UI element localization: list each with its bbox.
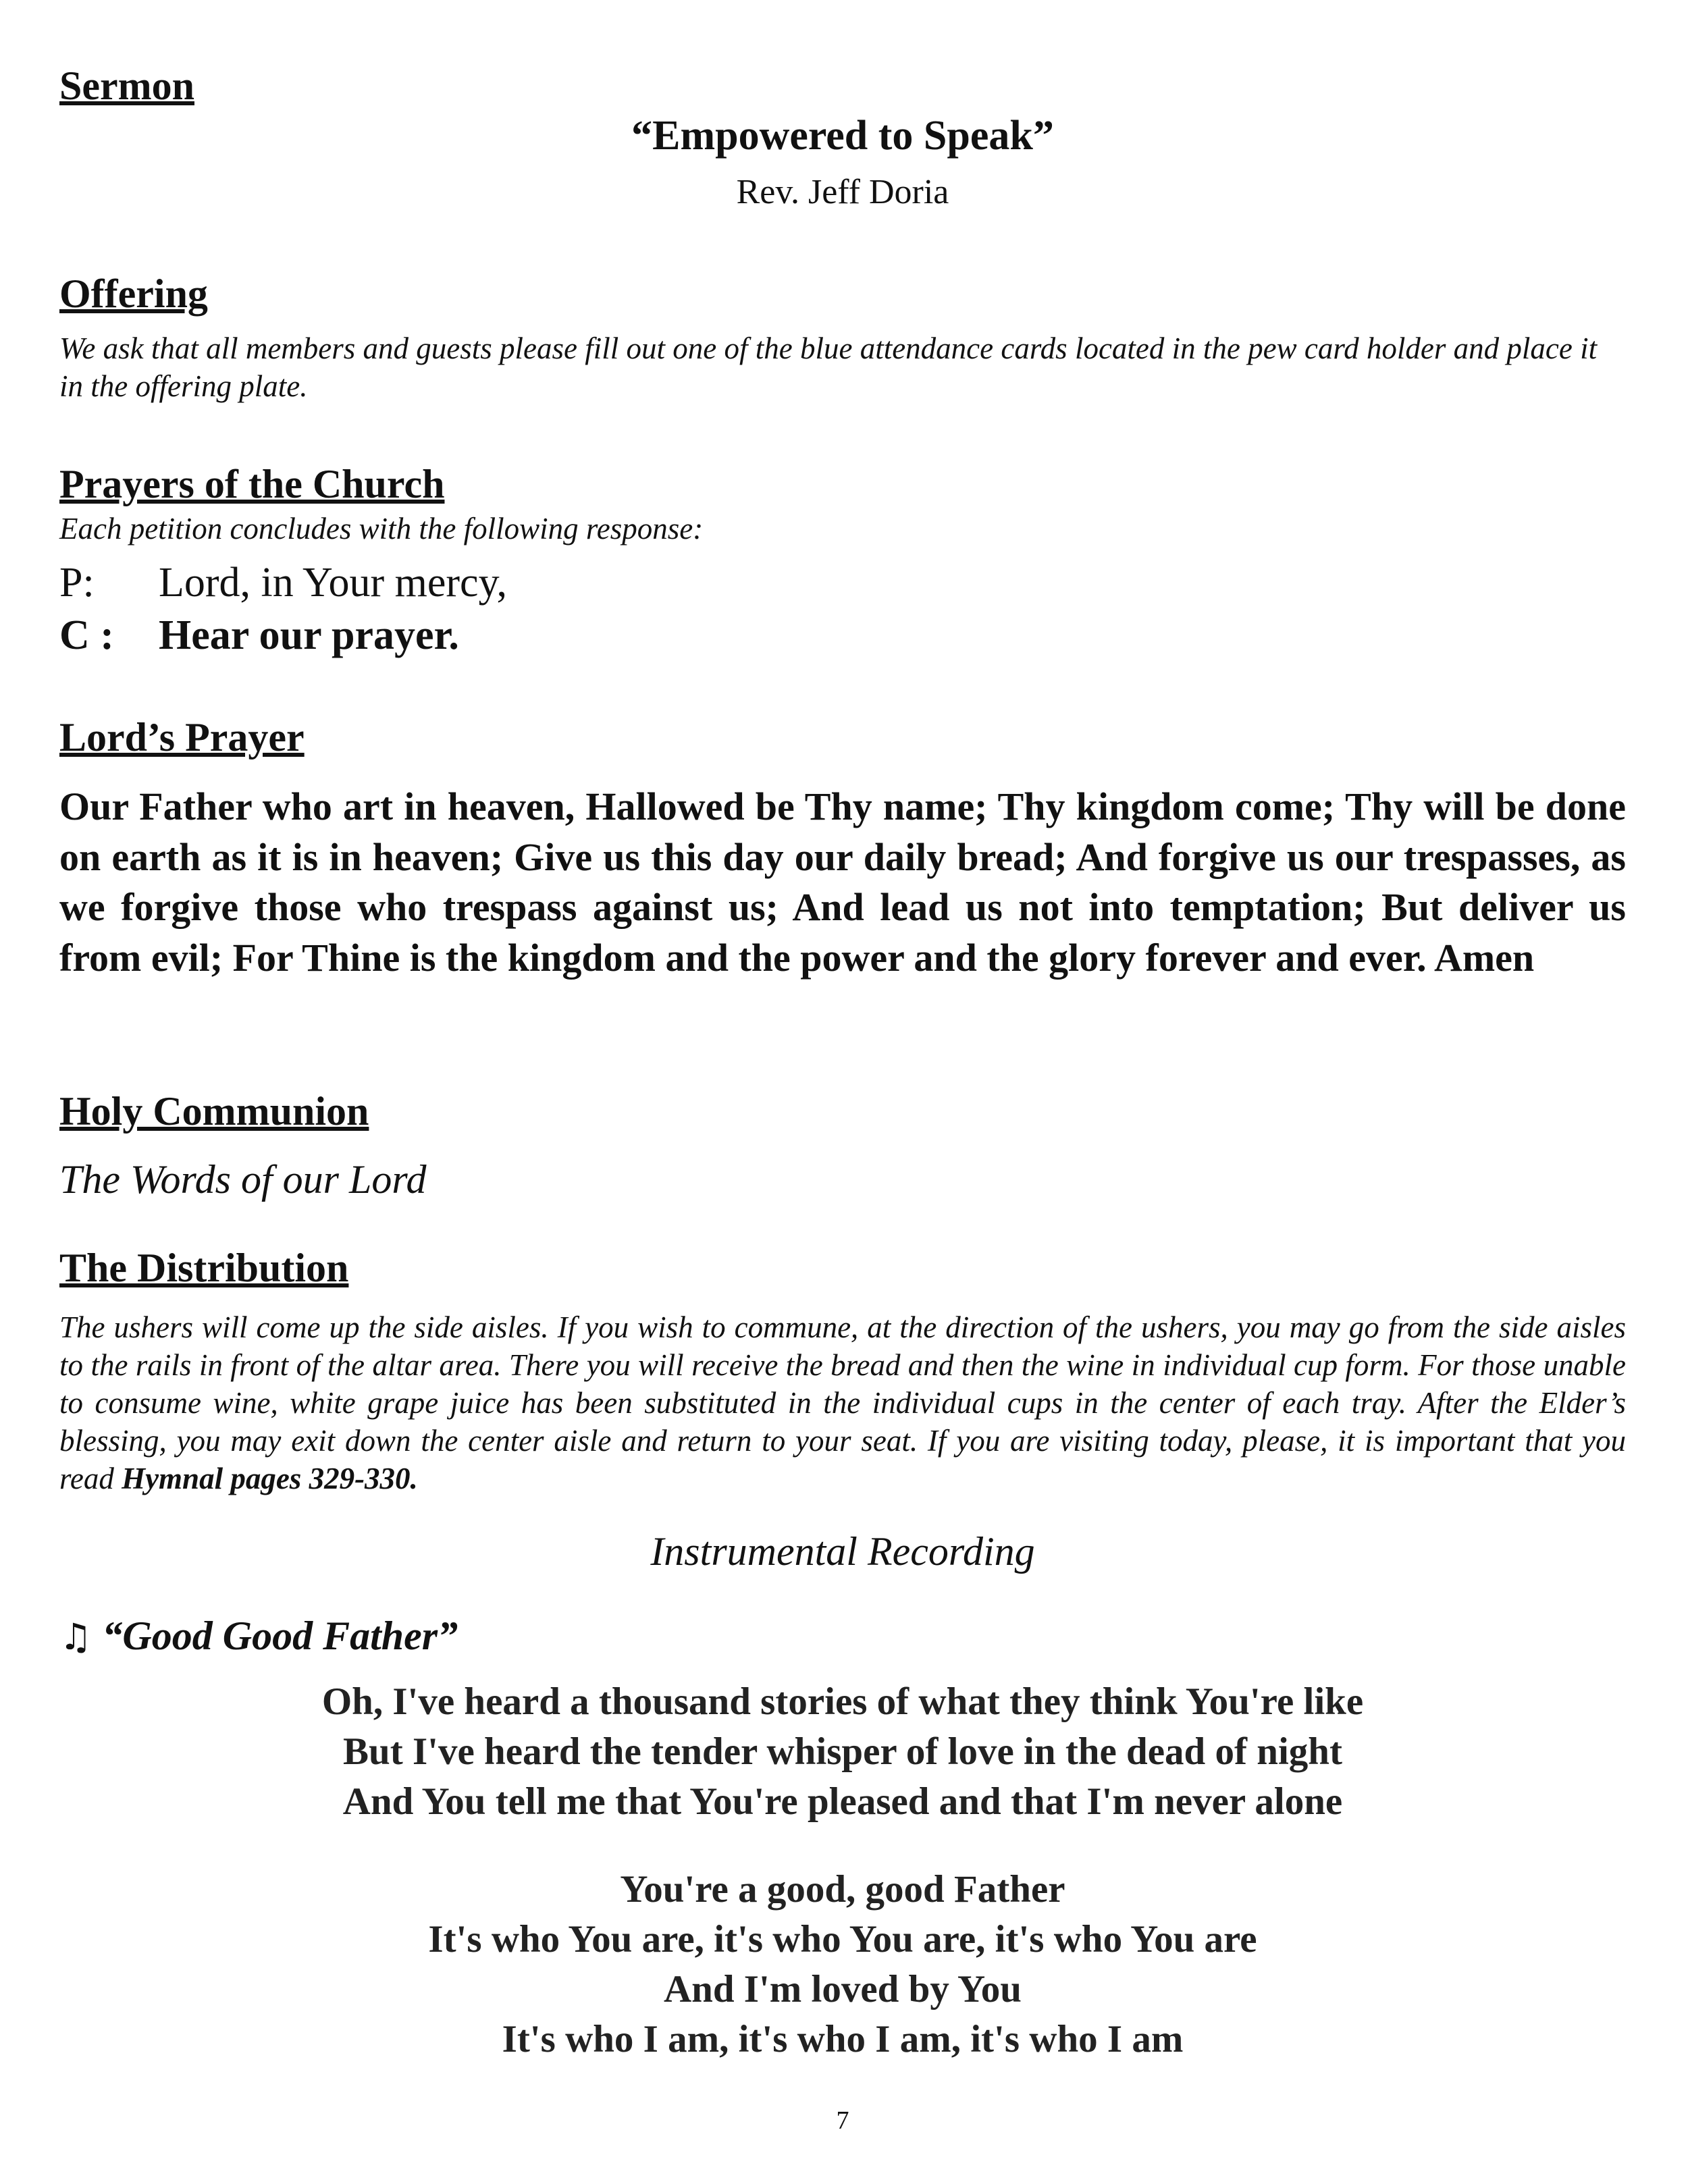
pastor-response (59, 558, 507, 608)
pastor-line: Lord, in Your mercy, (159, 560, 508, 606)
song-chorus (59, 1865, 1626, 2065)
prayers-instruction: Each petition concludes with the following response: (59, 512, 704, 545)
prayers-heading: Prayers of the Church (59, 462, 445, 506)
offering-instruction: We ask that all members and guests please fill out one of the blue attendance cards located in the pew card holder and place it in the offering plate. (59, 331, 1598, 403)
song-verse (59, 1677, 1626, 1827)
communion-heading: Holy Communion (59, 1089, 369, 1134)
distribution-instruction (59, 1308, 1626, 1497)
sermon-title: “Empowered to Speak” (631, 113, 1054, 159)
hymnal-pages-reference: Hymnal pages 329-330. (122, 1462, 418, 1495)
lyric-line: You're a good, good Father (620, 1868, 1065, 1911)
lyric-line: And I'm loved by You (663, 1968, 1022, 2010)
song-title: “Good Good Father” (102, 1614, 458, 1658)
pastor-label: P: (59, 560, 95, 606)
communion-subtitle: The Words of our Lord (59, 1157, 427, 1202)
music-note-icon: ♫ (59, 1616, 93, 1658)
distribution-heading: The Distribution (59, 1246, 349, 1290)
lords-prayer-heading: Lord’s Prayer (59, 715, 305, 760)
sermon-speaker: Rev. Jeff Doria (736, 173, 949, 211)
bulletin-page (59, 0, 1626, 2184)
lyric-line: But I've heard the tender whisper of love in the dead of night (343, 1730, 1342, 1773)
congregation-label: C : (59, 612, 114, 658)
lyric-line: It's who I am, it's who I am, it's who I am (502, 2018, 1184, 2060)
lyric-line: Oh, I've heard a thousand stories of what they think You're like (321, 1680, 1364, 1723)
congregation-response (59, 610, 459, 660)
lyric-line: And You tell me that You're pleased and that I'm never alone (342, 1780, 1343, 1823)
congregation-line: Hear our prayer. (159, 612, 459, 658)
song-title-line (59, 1611, 458, 1662)
sermon-heading: Sermon (59, 63, 194, 108)
lords-prayer-text: Our Father who art in heaven, Hallowed be Thy name; Thy kingdom come; Thy will be done on earth as it is in heaven; Give us this day our daily bread; And forgive us our trespasses, as we forgive those who trespass against us; And lead us not into temptation; But deliver us from evil; For Thine is the kingdom and the power and the glory forever and ever. Amen (59, 784, 1626, 980)
lyric-line: It's who You are, it's who You are, it's who You are (428, 1918, 1257, 1961)
offering-heading: Offering (59, 271, 208, 316)
instrumental-recording-label: Instrumental Recording (650, 1529, 1035, 1574)
page-number: 7 (836, 2106, 849, 2135)
distribution-instruction-text: The ushers will come up the side aisles. If you wish to commune, at the direction of the ushers, you may go from the side aisles to the rails in front of the altar area. There you will receive the bread and then the wine in individual cup form. For those unable to consume wine, white grape juice has been substituted in the individual cups in the center of each tray. After the Elder’s blessing, you may exit down the center aisle and return to your seat. If you are visiting today, please, it is important that you read (59, 1310, 1626, 1495)
